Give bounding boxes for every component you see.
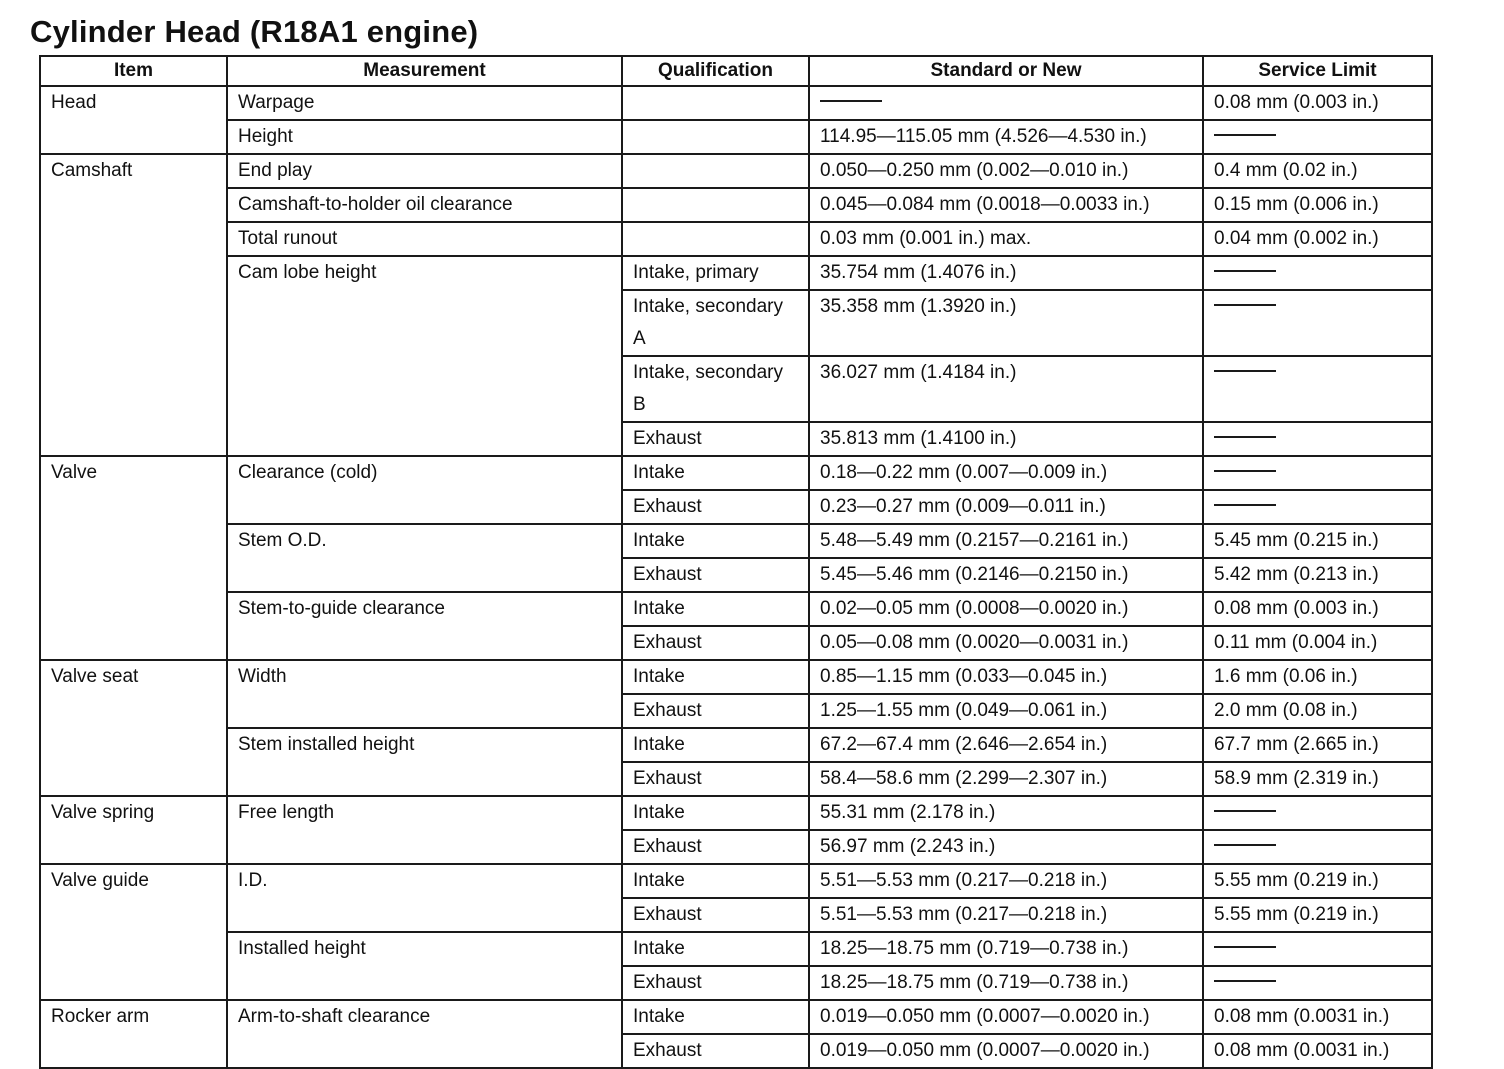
limit-cell <box>1203 422 1432 456</box>
standard-cell: 0.23—0.27 mm (0.009—0.011 in.) <box>809 490 1203 524</box>
limit-cell: 2.0 mm (0.08 in.) <box>1203 694 1432 728</box>
qualification-cell: Exhaust <box>622 490 809 524</box>
standard-cell: 36.027 mm (1.4184 in.) <box>809 356 1203 422</box>
qualification-cell: Intake, secondary B <box>622 356 809 422</box>
qualification-cell <box>622 188 809 222</box>
standard-cell: 35.358 mm (1.3920 in.) <box>809 290 1203 356</box>
dash-placeholder <box>1214 470 1276 472</box>
header-service-limit: Service Limit <box>1203 56 1432 86</box>
measurement-cell: Camshaft-to-holder oil clearance <box>227 188 622 222</box>
qualification-cell: Exhaust <box>622 626 809 660</box>
measurement-cell: Cam lobe height <box>227 256 622 456</box>
qualification-cell: Exhaust <box>622 762 809 796</box>
table-row <box>40 222 1432 256</box>
qualification-cell: Intake <box>622 456 809 490</box>
qualification-cell: Intake <box>622 660 809 694</box>
standard-cell: 18.25—18.75 mm (0.719—0.738 in.) <box>809 966 1203 1000</box>
measurement-cell: Stem-to-guide clearance <box>227 592 622 660</box>
dash-placeholder <box>1214 436 1276 438</box>
measurement-cell: Arm-to-shaft clearance <box>227 1000 622 1068</box>
measurement-cell: Stem installed height <box>227 728 622 796</box>
qualification-cell: Exhaust <box>622 694 809 728</box>
qualification-cell: Intake <box>622 1000 809 1034</box>
dash-placeholder <box>1214 270 1276 272</box>
dash-placeholder <box>1214 504 1276 506</box>
header-qualification: Qualification <box>622 56 809 86</box>
qualification-cell <box>622 154 809 188</box>
qualification-cell: Intake <box>622 796 809 830</box>
standard-cell: 1.25—1.55 mm (0.049—0.061 in.) <box>809 694 1203 728</box>
spec-table <box>39 55 1433 1069</box>
standard-cell: 0.18—0.22 mm (0.007—0.009 in.) <box>809 456 1203 490</box>
table-row <box>40 86 1432 120</box>
standard-cell: 67.2—67.4 mm (2.646—2.654 in.) <box>809 728 1203 762</box>
standard-cell: 5.48—5.49 mm (0.2157—0.2161 in.) <box>809 524 1203 558</box>
page-title: Cylinder Head (R18A1 engine) <box>30 14 479 49</box>
standard-cell: 0.05—0.08 mm (0.0020—0.0031 in.) <box>809 626 1203 660</box>
standard-cell: 58.4—58.6 mm (2.299—2.307 in.) <box>809 762 1203 796</box>
dash-placeholder <box>1214 844 1276 846</box>
standard-cell: 5.51—5.53 mm (0.217—0.218 in.) <box>809 864 1203 898</box>
qualification-cell: Intake, primary <box>622 256 809 290</box>
table-row <box>40 120 1432 154</box>
table-row <box>40 1000 1432 1034</box>
limit-cell: 0.08 mm (0.0031 in.) <box>1203 1034 1432 1068</box>
measurement-cell: Height <box>227 120 622 154</box>
qualification-cell: Intake <box>622 864 809 898</box>
header-item: Item <box>40 56 227 86</box>
measurement-cell: Installed height <box>227 932 622 1000</box>
limit-cell: 0.4 mm (0.02 in.) <box>1203 154 1432 188</box>
limit-cell: 0.08 mm (0.003 in.) <box>1203 592 1432 626</box>
qualification-cell: Intake <box>622 524 809 558</box>
item-cell: Valve guide <box>40 864 227 1000</box>
table-row <box>40 864 1432 898</box>
limit-cell: 0.08 mm (0.003 in.) <box>1203 86 1432 120</box>
standard-cell: 5.51—5.53 mm (0.217—0.218 in.) <box>809 898 1203 932</box>
limit-cell <box>1203 120 1432 154</box>
qualification-cell: Exhaust <box>622 898 809 932</box>
standard-cell: 0.045—0.084 mm (0.0018—0.0033 in.) <box>809 188 1203 222</box>
measurement-cell: End play <box>227 154 622 188</box>
limit-cell <box>1203 356 1432 422</box>
limit-cell: 0.04 mm (0.002 in.) <box>1203 222 1432 256</box>
standard-cell: 114.95—115.05 mm (4.526—4.530 in.) <box>809 120 1203 154</box>
header-measurement: Measurement <box>227 56 622 86</box>
limit-cell: 67.7 mm (2.665 in.) <box>1203 728 1432 762</box>
qualification-cell: Intake, secondary A <box>622 290 809 356</box>
measurement-cell: Total runout <box>227 222 622 256</box>
standard-cell: 18.25—18.75 mm (0.719—0.738 in.) <box>809 932 1203 966</box>
qualification-cell <box>622 86 809 120</box>
table-row <box>40 660 1432 694</box>
standard-cell: 56.97 mm (2.243 in.) <box>809 830 1203 864</box>
limit-cell <box>1203 932 1432 966</box>
measurement-cell: Stem O.D. <box>227 524 622 592</box>
limit-cell: 0.08 mm (0.0031 in.) <box>1203 1000 1432 1034</box>
header-row <box>40 56 1432 86</box>
qualification-cell: Intake <box>622 728 809 762</box>
qualification-cell <box>622 120 809 154</box>
qualification-cell: Exhaust <box>622 966 809 1000</box>
limit-cell: 58.9 mm (2.319 in.) <box>1203 762 1432 796</box>
limit-cell <box>1203 456 1432 490</box>
measurement-cell: Clearance (cold) <box>227 456 622 524</box>
limit-cell <box>1203 256 1432 290</box>
dash-placeholder <box>1214 304 1276 306</box>
table-row <box>40 456 1432 490</box>
qualification-cell: Exhaust <box>622 830 809 864</box>
limit-cell: 1.6 mm (0.06 in.) <box>1203 660 1432 694</box>
table-row <box>40 524 1432 558</box>
dash-placeholder <box>1214 980 1276 982</box>
qualification-cell: Exhaust <box>622 422 809 456</box>
limit-cell: 5.42 mm (0.213 in.) <box>1203 558 1432 592</box>
table-row <box>40 932 1432 966</box>
item-cell: Valve <box>40 456 227 660</box>
standard-cell: 0.03 mm (0.001 in.) max. <box>809 222 1203 256</box>
standard-cell: 0.019—0.050 mm (0.0007—0.0020 in.) <box>809 1034 1203 1068</box>
table-row <box>40 728 1432 762</box>
qualification-cell: Intake <box>622 592 809 626</box>
limit-cell <box>1203 796 1432 830</box>
limit-cell <box>1203 830 1432 864</box>
qualification-cell <box>622 222 809 256</box>
standard-cell: 35.813 mm (1.4100 in.) <box>809 422 1203 456</box>
standard-cell: 0.85—1.15 mm (0.033—0.045 in.) <box>809 660 1203 694</box>
table-row <box>40 256 1432 290</box>
standard-cell <box>809 86 1203 120</box>
dash-placeholder <box>1214 946 1276 948</box>
header-standard: Standard or New <box>809 56 1203 86</box>
limit-cell: 0.15 mm (0.006 in.) <box>1203 188 1432 222</box>
dash-placeholder <box>820 100 882 102</box>
limit-cell: 5.55 mm (0.219 in.) <box>1203 898 1432 932</box>
standard-cell: 0.050—0.250 mm (0.002—0.010 in.) <box>809 154 1203 188</box>
qualification-cell: Exhaust <box>622 558 809 592</box>
qualification-cell: Exhaust <box>622 1034 809 1068</box>
dash-placeholder <box>1214 134 1276 136</box>
table-row <box>40 592 1432 626</box>
limit-cell <box>1203 490 1432 524</box>
measurement-cell: Free length <box>227 796 622 864</box>
item-cell: Head <box>40 86 227 154</box>
limit-cell <box>1203 290 1432 356</box>
item-cell: Valve seat <box>40 660 227 796</box>
measurement-cell: Warpage <box>227 86 622 120</box>
item-cell: Valve spring <box>40 796 227 864</box>
dash-placeholder <box>1214 810 1276 812</box>
standard-cell: 5.45—5.46 mm (0.2146—0.2150 in.) <box>809 558 1203 592</box>
limit-cell: 5.45 mm (0.215 in.) <box>1203 524 1432 558</box>
standard-cell: 55.31 mm (2.178 in.) <box>809 796 1203 830</box>
standard-cell: 0.02—0.05 mm (0.0008—0.0020 in.) <box>809 592 1203 626</box>
limit-cell: 0.11 mm (0.004 in.) <box>1203 626 1432 660</box>
limit-cell: 5.55 mm (0.219 in.) <box>1203 864 1432 898</box>
limit-cell <box>1203 966 1432 1000</box>
dash-placeholder <box>1214 370 1276 372</box>
item-cell: Rocker arm <box>40 1000 227 1068</box>
standard-cell: 0.019—0.050 mm (0.0007—0.0020 in.) <box>809 1000 1203 1034</box>
item-cell: Camshaft <box>40 154 227 456</box>
measurement-cell: I.D. <box>227 864 622 932</box>
table-row <box>40 188 1432 222</box>
qualification-cell: Intake <box>622 932 809 966</box>
measurement-cell: Width <box>227 660 622 728</box>
table-row <box>40 796 1432 830</box>
standard-cell: 35.754 mm (1.4076 in.) <box>809 256 1203 290</box>
table-row <box>40 154 1432 188</box>
